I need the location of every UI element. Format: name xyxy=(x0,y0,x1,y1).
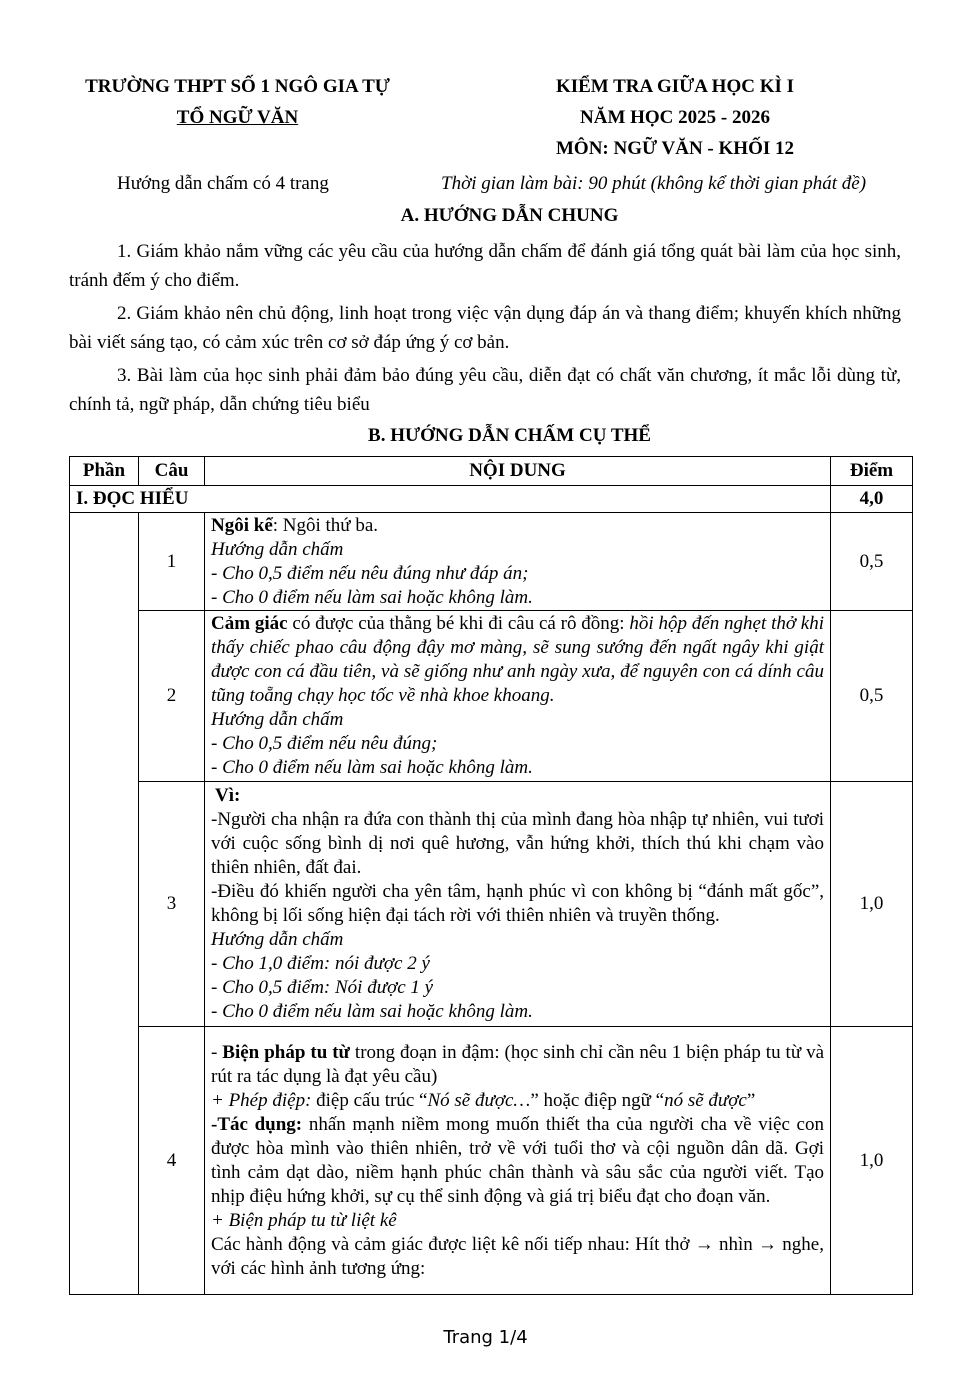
table-row xyxy=(70,611,913,782)
effect-label: -Tác dụng: xyxy=(211,1113,303,1135)
question-score: 1,0 xyxy=(831,782,913,1027)
question-number: 2 xyxy=(139,611,205,782)
device-label: + Phép điệp: xyxy=(211,1089,312,1111)
device-text: Các hành động và cảm giác được liệt kê nối tiếp nhau: Hít thở → nhìn → nghe, với các hình ảnh tương ứng: xyxy=(211,1233,824,1279)
question-number: 3 xyxy=(139,782,205,1027)
time-note: Thời gian làm bài: 90 phút (không kể thời gian phát đề) xyxy=(441,173,867,194)
answer-point: -Điều đó khiến người cha yên tâm, hạnh phúc vì con không bị “đánh mất gốc”, không bị lối sống hiện đại tách rời với thiên nhiên và truyền thống. xyxy=(211,881,824,926)
answer-text: trong đoạn in đậm: (học sinh chỉ cần nêu 1 biện pháp tu từ và rút ra tác dụng là đạt yêu cầu) xyxy=(211,1041,825,1087)
department-name: TỔ NGỮ VĂN xyxy=(176,107,299,128)
pages-note: Hướng dẫn chấm có 4 trang xyxy=(117,173,329,194)
specific-heading: B. HƯỚNG DẪN CHẤM CỤ THỂ xyxy=(368,425,651,446)
guide-line: - Cho 0 điểm nếu làm sai hoặc không làm. xyxy=(211,1001,533,1022)
device-text: ” xyxy=(746,1089,756,1111)
table-row xyxy=(70,1027,913,1295)
col-content: NỘI DUNG xyxy=(205,457,831,486)
subject-line: MÔN: NGỮ VĂN - KHỐI 12 xyxy=(555,138,794,159)
device-quote: nó sẽ được xyxy=(664,1089,747,1111)
question-content xyxy=(205,611,831,782)
guide-title: Hướng dẫn chấm xyxy=(211,709,344,730)
device-text: điệp cấu trúc “ xyxy=(311,1089,428,1111)
guide-title: Hướng dẫn chấm xyxy=(211,929,344,950)
question-score: 0,5 xyxy=(831,611,913,782)
page-number: Trang 1/4 xyxy=(443,1327,528,1348)
guide-line: - Cho 0,5 điểm nếu nêu đúng như đáp án; xyxy=(211,562,529,584)
section-score: 4,0 xyxy=(831,486,913,513)
table-row xyxy=(70,513,913,611)
col-score: Điểm xyxy=(831,457,913,486)
answer-text: : Ngôi thứ ba. xyxy=(272,514,379,536)
device-label: + Biện pháp tu từ liệt kê xyxy=(211,1209,397,1231)
exam-title: KIỂM TRA GIỮA HỌC KÌ I xyxy=(555,76,795,97)
guide-title: Hướng dẫn chấm xyxy=(211,538,344,560)
general-item-3: 3. Bài làm của học sinh phải đảm bảo đúng yêu cầu, diễn đạt có chất văn chương, ít mắc lỗi dùng từ, chính tả, ngữ pháp, dẫn chứng tiêu biểu xyxy=(69,365,901,415)
col-question: Câu xyxy=(139,457,205,486)
question-score: 0,5 xyxy=(831,513,913,611)
guide-line: - Cho 1,0 điểm: nói được 2 ý xyxy=(211,953,430,974)
col-part: Phần xyxy=(70,457,139,486)
table-header-row xyxy=(70,457,913,486)
school-year: NĂM HỌC 2025 - 2026 xyxy=(580,107,770,128)
device-quote: Nó sẽ được… xyxy=(427,1089,531,1111)
effect-text: nhấn mạnh niềm mong muốn thiết tha của người cha về việc con được hòa mình vào thiên nhiên, trở về với tuổi thơ và cội nguồn dân dã. Gợi tình cảm dạt dào, niềm hạnh phúc chân thành và sâu sắc của người viết. Tạo nhịp điệu hứng khởi, sự cụ thể sinh động và giá trị biểu đạt cho đoạn văn. xyxy=(211,1113,824,1207)
question-number: 4 xyxy=(139,1027,205,1295)
answer-text: có được của thằng bé khi đi câu cá rô đồng: xyxy=(287,613,630,634)
grading-table xyxy=(69,456,913,1295)
guide-line: - Cho 0,5 điểm nếu nêu đúng; xyxy=(211,733,438,754)
general-item-1: 1. Giám khảo nắm vững các yêu cầu của hướng dẫn chấm để đánh giá tổng quát bài làm của học sinh, tránh đếm ý cho điểm. xyxy=(69,241,901,291)
question-number: 1 xyxy=(139,513,205,611)
general-heading: A. HƯỚNG DẪN CHUNG xyxy=(400,205,619,226)
question-score: 1,0 xyxy=(831,1027,913,1295)
answer-lead: Vì: xyxy=(215,785,241,806)
question-content xyxy=(205,513,831,611)
answer-point: -Người cha nhận ra đứa con thành thị của mình đang hòa nhập tự nhiên, vui tươi với cuộc sống bình dị nơi quê hương, vẫn hứng khởi, thích thú khi chạm vào thiên nhiên, đất đai. xyxy=(211,809,824,878)
section-row xyxy=(70,486,913,513)
question-content xyxy=(205,1027,831,1295)
question-content xyxy=(205,782,831,1027)
part-cell xyxy=(70,513,139,1295)
answer-label: Biện pháp tu từ xyxy=(222,1041,350,1063)
guide-line: - Cho 0 điểm nếu làm sai hoặc không làm. xyxy=(211,586,533,608)
guide-line: - Cho 0,5 điểm: Nói được 1 ý xyxy=(211,977,434,998)
answer-quote: hồi hộp đến nghẹt thở khi thấy chiếc phao câu động đậy mơ màng, sẽ sung sướng đến ngất ngây khi giật được con cá đầu tiên, và sẽ giống như anh ngày xưa, để nguyên con cá dính câu tũng toẵng chạy học tốc về nhà khoe khoang. xyxy=(211,613,825,706)
section-label: I. ĐỌC HIỂU xyxy=(70,486,831,513)
school-name: TRƯỜNG THPT SỐ 1 NGÔ GIA TỰ xyxy=(85,76,390,97)
table-row xyxy=(70,782,913,1027)
answer-label: Cảm giác xyxy=(211,613,288,634)
device-text: ” hoặc điệp ngữ “ xyxy=(530,1089,665,1111)
answer-label: Ngôi kể xyxy=(211,514,273,536)
general-item-2: 2. Giám khảo nên chủ động, linh hoạt trong việc vận dụng đáp án và thang điểm; khuyến khích những bài viết sáng tạo, có cảm xúc trên cơ sở đáp ứng ý cơ bản. xyxy=(69,303,901,353)
dash: - xyxy=(211,1041,223,1063)
guide-line: - Cho 0 điểm nếu làm sai hoặc không làm. xyxy=(211,757,533,778)
